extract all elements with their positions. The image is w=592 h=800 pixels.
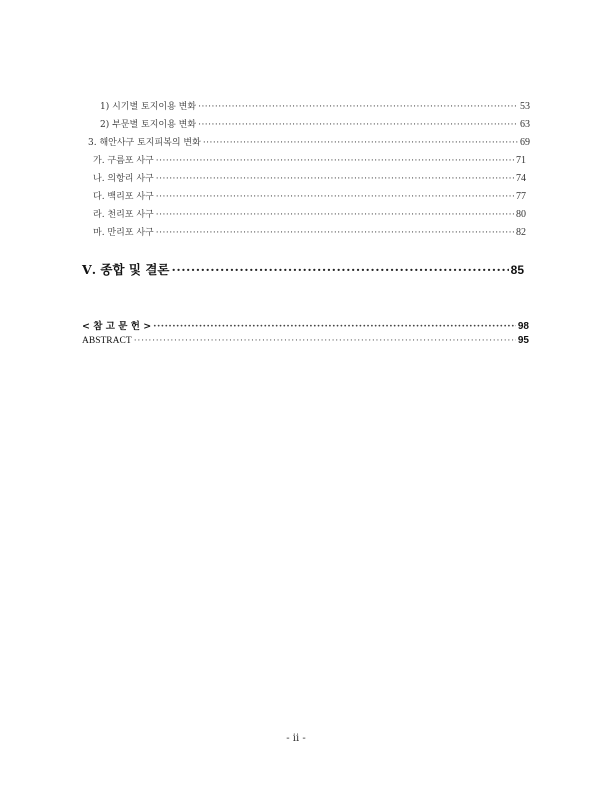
toc-entry-label: 나. 의항리 사구 (93, 174, 154, 184)
dot-leader (156, 228, 514, 238)
toc-entry-page: 80 (516, 209, 526, 220)
toc-entry-label: 다. 백리포 사구 (93, 192, 154, 202)
toc-entry-label: 1) 시기별 토지이용 변화 (100, 102, 197, 112)
dot-leader (156, 174, 514, 184)
toc-entry-label: < 참 고 문 헌 > (82, 321, 152, 332)
toc-entry-subsection (100, 99, 530, 112)
toc-entry-page: 74 (516, 173, 526, 184)
toc-entry-page: 71 (516, 155, 526, 166)
dot-leader (156, 156, 514, 166)
toc-entry-page: 77 (516, 191, 526, 202)
toc-entry-page: 63 (520, 119, 530, 130)
dot-leader (153, 321, 516, 332)
toc-entry-page: 82 (516, 227, 526, 238)
toc-entry-abstract (82, 335, 529, 346)
dot-leader (198, 102, 518, 112)
dot-leader (156, 192, 514, 202)
toc-entry-page: 53 (520, 101, 530, 112)
toc-entry-subsection (93, 207, 526, 220)
toc-entry-label: Ⅴ. 종합 및 결론 (82, 262, 170, 277)
toc-entry-label: 2) 부문별 토지이용 변화 (100, 120, 197, 130)
dot-leader (134, 336, 516, 346)
toc-entry-subsection (93, 225, 526, 238)
toc-entry-page: 69 (520, 137, 530, 148)
dot-leader (203, 138, 518, 148)
toc-entry-label: ABSTRACT (82, 336, 132, 346)
page-number: - ii - (286, 733, 306, 744)
dot-leader (171, 262, 508, 277)
toc-entry-section (88, 135, 530, 148)
toc-entry-subsection (93, 171, 526, 184)
toc-entry-label: 가. 구름포 사구 (93, 156, 154, 166)
toc-entry-subsection (93, 189, 526, 202)
toc-entry-chapter (82, 260, 524, 278)
toc-entry-references (82, 318, 529, 332)
toc-entry-label: 3. 해안사구 토지피복의 변화 (88, 138, 201, 148)
toc-entry-subsection (93, 153, 526, 166)
toc-entry-page: 85 (510, 263, 524, 277)
toc-entry-label: 라. 천리포 사구 (93, 210, 154, 220)
toc-entry-page: 98 (517, 321, 529, 332)
dot-leader (198, 120, 518, 130)
toc-entry-page: 95 (517, 335, 529, 346)
toc-entry-subsection (100, 117, 530, 130)
dot-leader (156, 210, 514, 220)
toc-entry-label: 마. 만리포 사구 (93, 228, 154, 238)
